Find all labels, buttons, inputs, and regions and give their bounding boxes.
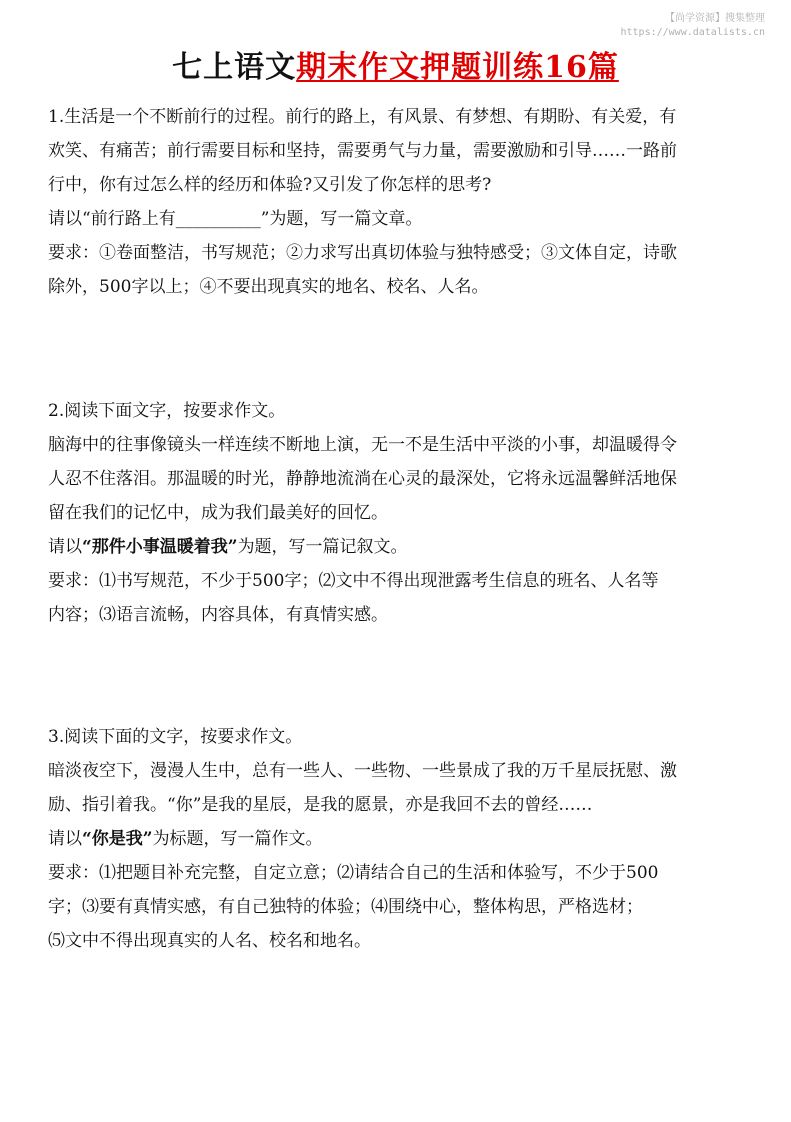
q2-prompt-pre: 请以 — [48, 537, 82, 557]
q3-prompt-pre: 请以 — [48, 829, 82, 849]
q2-line-2: 脑海中的往事像镜头一样连续不断地上演，无一不是生活中平淡的小事，却温暖得令 — [48, 435, 677, 455]
q3-line-5: 要求：⑴把题目补充完整，自定立意；⑵请结合自己的生活和体验写，不少于500 — [48, 863, 659, 883]
q2-line-7: 内容；⑶语言流畅，内容具体，有真情实感。 — [48, 605, 388, 625]
q2-line-4: 留在我们的记忆中，成为我们最美好的回忆。 — [48, 503, 388, 523]
watermark-source: 【尚学资源】搜集整理 — [665, 13, 765, 24]
q1-line-5: 要求：①卷面整洁，书写规范；②力求写出真切体验与独特感受；③文体自定，诗歌 — [48, 243, 677, 263]
watermark-url: https://www.datalists.cn — [620, 27, 765, 38]
q2-prompt-title: “那件小事温暖着我” — [82, 537, 238, 557]
watermark — [595, 12, 765, 40]
q1-line-2: 欢笑、有痛苦；前行需要目标和坚持，需要勇气与力量，需要激励和引导……一路前 — [48, 141, 677, 161]
question-1 — [48, 100, 748, 304]
q2-line-6: 要求：⑴书写规范，不少于500字；⑵文中不得出现泄露考生信息的班名、人名等 — [48, 571, 659, 591]
q3-line-2: 暗淡夜空下，漫漫人生中，总有一些人、一些物、一些景成了我的万千星辰抚慰、激 — [48, 761, 677, 781]
title-black: 七上语文 — [172, 50, 297, 85]
page-title — [0, 48, 791, 88]
q3-line-3: 励、指引着我。“你”是我的星辰，是我的愿景，亦是我回不去的曾经…… — [48, 795, 593, 815]
q2-line-3: 人忍不住落泪。那温暖的时光，静静地流淌在心灵的最深处，它将永远温馨鲜活地保 — [48, 469, 677, 489]
q3-line-7: ⑸文中不得出现真实的人名、校名和地名。 — [48, 931, 371, 951]
title-red: 期末作文押题训练16篇 — [296, 50, 619, 85]
q2-line-5 — [48, 530, 748, 564]
q2-prompt-post: 为题，写一篇记叙文。 — [237, 537, 408, 557]
q3-line-4 — [48, 822, 748, 856]
q1-line-4: 请以“前行路上有__________”为题，写一篇文章。 — [48, 209, 423, 229]
q1-line-6: 除外，500字以上；④不要出现真实的地名、校名、人名。 — [48, 277, 489, 297]
q3-prompt-post: 为标题，写一篇作文。 — [152, 829, 323, 849]
q3-prompt-title: “你是我” — [82, 829, 153, 849]
q3-line-6: 字；⑶要有真情实感，有自己独特的体验；⑷围绕中心，整体构思，严格选材； — [48, 897, 643, 917]
q1-line-3: 行中，你有过怎么样的经历和体验?又引发了你怎样的思考? — [48, 175, 492, 195]
question-3 — [48, 720, 748, 958]
q2-line-1: 2.阅读下面文字，按要求作文。 — [48, 401, 286, 421]
question-2 — [48, 394, 748, 632]
q3-line-1: 3.阅读下面的文字，按要求作文。 — [48, 727, 303, 747]
q1-line-1: 1.生活是一个不断前行的过程。前行的路上，有风景、有梦想、有期盼、有关爱，有 — [48, 107, 677, 127]
